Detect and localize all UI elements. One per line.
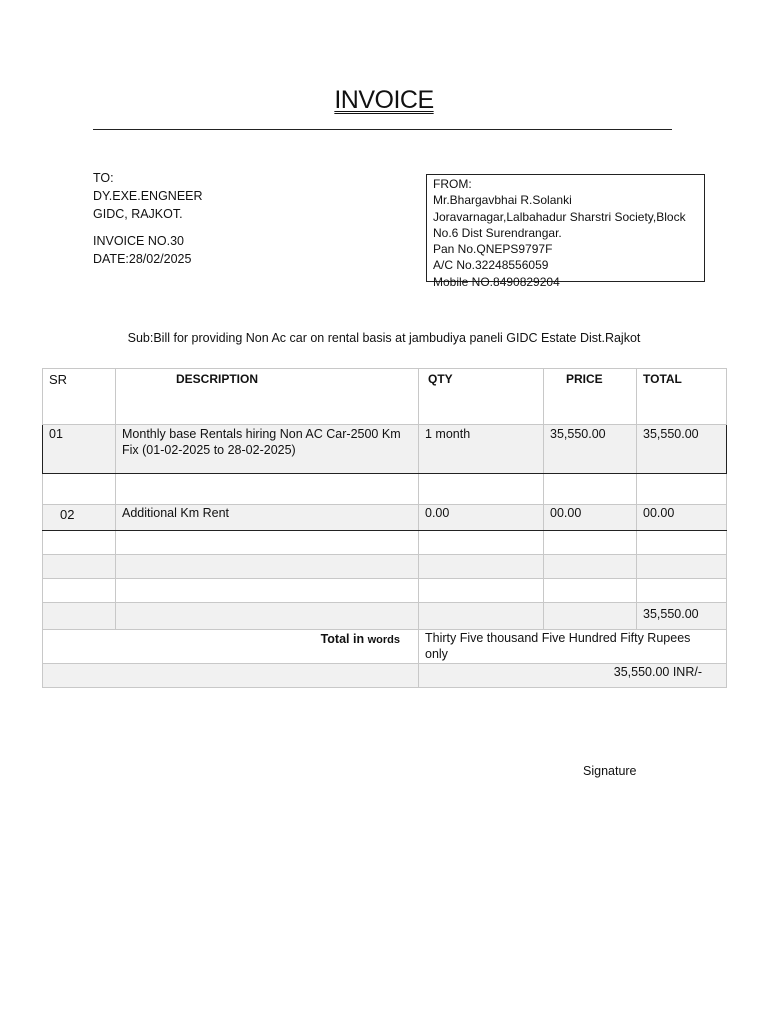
- table-row: [43, 505, 727, 531]
- sender-box: [426, 174, 705, 289]
- row-total: 00.00: [637, 505, 727, 531]
- row-price: 35,550.00: [544, 425, 637, 474]
- sender-account: A/C No.32248556059: [433, 258, 549, 273]
- empty-row: [43, 579, 727, 603]
- invoice-title: INVOICE: [334, 86, 434, 114]
- total-in-words-label: Total in words: [43, 630, 419, 664]
- grand-total-row: [43, 664, 727, 688]
- recipient-line-1: DY.EXE.ENGNEER: [93, 189, 203, 203]
- from-label: FROM:: [433, 177, 472, 191]
- invoice-table: [42, 368, 727, 688]
- header-price: PRICE: [544, 369, 637, 425]
- grand-total-value: 35,550.00 INR/-: [419, 664, 727, 688]
- header-total: TOTAL: [637, 369, 727, 425]
- row-total: 35,550.00: [637, 425, 727, 474]
- header-qty: QTY: [419, 369, 544, 425]
- total-in-words-value: Thirty Five thousand Five Hundred Fifty Rupees only: [419, 630, 727, 664]
- invoice-meta: [93, 232, 191, 268]
- header-description: DESCRIPTION: [116, 369, 419, 425]
- subject-line: Sub:Bill for providing Non Ac car on rental basis at jambudiya paneli GIDC Estate Dist.Rajkot: [127, 331, 641, 345]
- empty-row: [43, 531, 727, 555]
- invoice-date: DATE:28/02/2025: [93, 252, 192, 266]
- sender-mobile: Mobile NO.8490829204: [433, 274, 560, 289]
- row-price: 00.00: [544, 505, 637, 531]
- sender-pan: Pan No.QNEPS9797F: [433, 242, 553, 257]
- recipient-block: [93, 169, 203, 223]
- subtotal-row: [43, 603, 727, 630]
- to-label: TO:: [93, 171, 114, 185]
- row-qty: 1 month: [419, 425, 544, 474]
- row-description: Additional Km Rent: [116, 505, 419, 531]
- table-row: [43, 425, 727, 474]
- subtotal-value: 35,550.00: [637, 603, 727, 630]
- row-qty: 0.00: [419, 505, 544, 531]
- row-sr: 01: [43, 425, 116, 474]
- row-sr: 02: [43, 505, 116, 531]
- total-in-words-row: [43, 630, 727, 664]
- row-description: Monthly base Rentals hiring Non AC Car-2500 Km Fix (01-02-2025 to 28-02-2025): [116, 425, 419, 474]
- signature-label: Signature: [583, 764, 637, 778]
- empty-row: [43, 555, 727, 579]
- sender-name: Mr.Bhargavbhai R.Solanki: [433, 193, 572, 208]
- empty-row: [43, 474, 727, 505]
- table-header-row: [43, 369, 727, 425]
- sender-address-2: No.6 Dist Surendrangar.: [433, 225, 562, 240]
- invoice-number: INVOICE NO.30: [93, 234, 184, 248]
- sender-address-1: Joravarnagar,Lalbahadur Sharstri Society,Block: [433, 209, 686, 224]
- title-divider: [93, 129, 672, 130]
- header-sr: SR: [43, 369, 116, 425]
- recipient-line-2: GIDC, RAJKOT.: [93, 207, 183, 221]
